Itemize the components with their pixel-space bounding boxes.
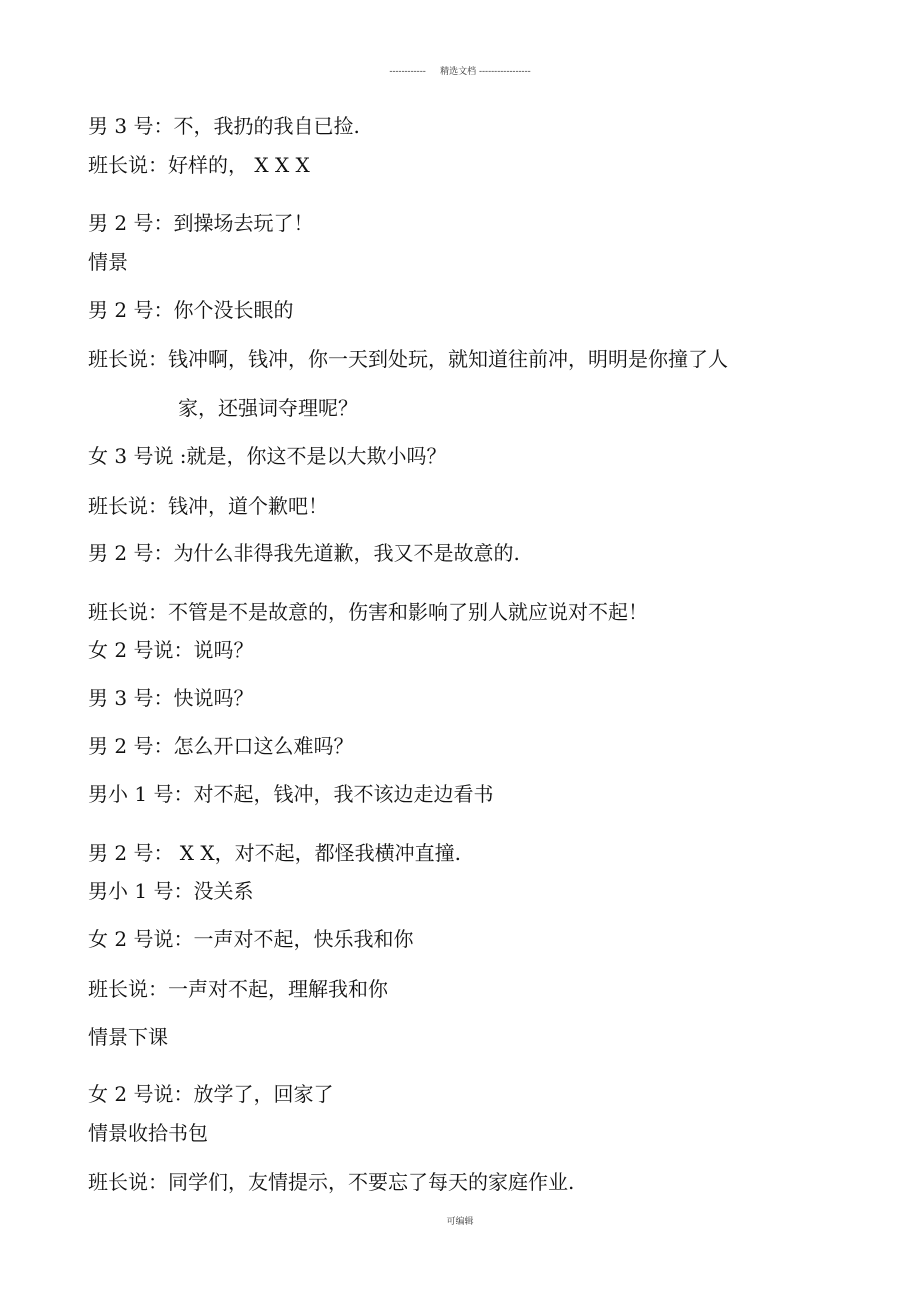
dialogue-line: 男小 1 号：没关系 bbox=[88, 879, 254, 903]
dialogue-line: 班长说：好样的， X X X bbox=[88, 153, 310, 177]
dialogue-line: 女 2 号说：一声对不起，快乐我和你 bbox=[88, 927, 414, 951]
dialogue-line: 班长说：不管是不是故意的，伤害和影响了别人就应说对不起！ bbox=[88, 600, 648, 624]
dialogue-line: 男 2 号： X X，对不起，都怪我横冲直撞. bbox=[88, 841, 461, 865]
dialogue-line: 男 2 号：为什么非得我先道歉，我又不是故意的. bbox=[88, 541, 520, 565]
page-footer: 可编辑 bbox=[446, 1217, 474, 1227]
dialogue-line: 男 2 号：怎么开口这么难吗？ bbox=[88, 734, 354, 758]
dialogue-line: 男 2 号：到操场去玩了！ bbox=[88, 211, 314, 235]
dialogue-line: 女 2 号说：放学了，回家了 bbox=[88, 1082, 334, 1106]
dialogue-line: 男 3 号：不，我扔的我自已捡. bbox=[88, 114, 360, 138]
dialogue-continuation: 家，还强词夺理呢？ bbox=[178, 396, 358, 420]
dialogue-line: 男小 1 号：对不起，钱冲，我不该边走边看书 bbox=[88, 782, 494, 806]
dialogue-line: 班长说：钱冲啊，钱冲，你一天到处玩，就知道往前冲，明明是你撞了人 bbox=[88, 347, 728, 371]
page-header: ------------ 精选文档 ----------------- bbox=[389, 67, 531, 77]
dialogue-line: 班长说：钱冲，道个歉吧！ bbox=[88, 494, 328, 518]
scene-label: 情景收拾书包 bbox=[88, 1121, 208, 1145]
dialogue-line: 女 3 号说 :就是，你这不是以大欺小吗？ bbox=[88, 444, 447, 468]
dialogue-line: 班长说：一声对不起，理解我和你 bbox=[88, 977, 388, 1001]
scene-label: 情景下课 bbox=[88, 1025, 168, 1049]
dialogue-line: 男 3 号：快说吗？ bbox=[88, 686, 254, 710]
dialogue-line: 女 2 号说：说吗？ bbox=[88, 638, 254, 662]
dialogue-line: 班长说：同学们，友情提示，不要忘了每天的家庭作业. bbox=[88, 1170, 575, 1194]
scene-label: 情景 bbox=[88, 250, 128, 274]
dialogue-line: 男 2 号：你个没长眼的 bbox=[88, 298, 294, 322]
